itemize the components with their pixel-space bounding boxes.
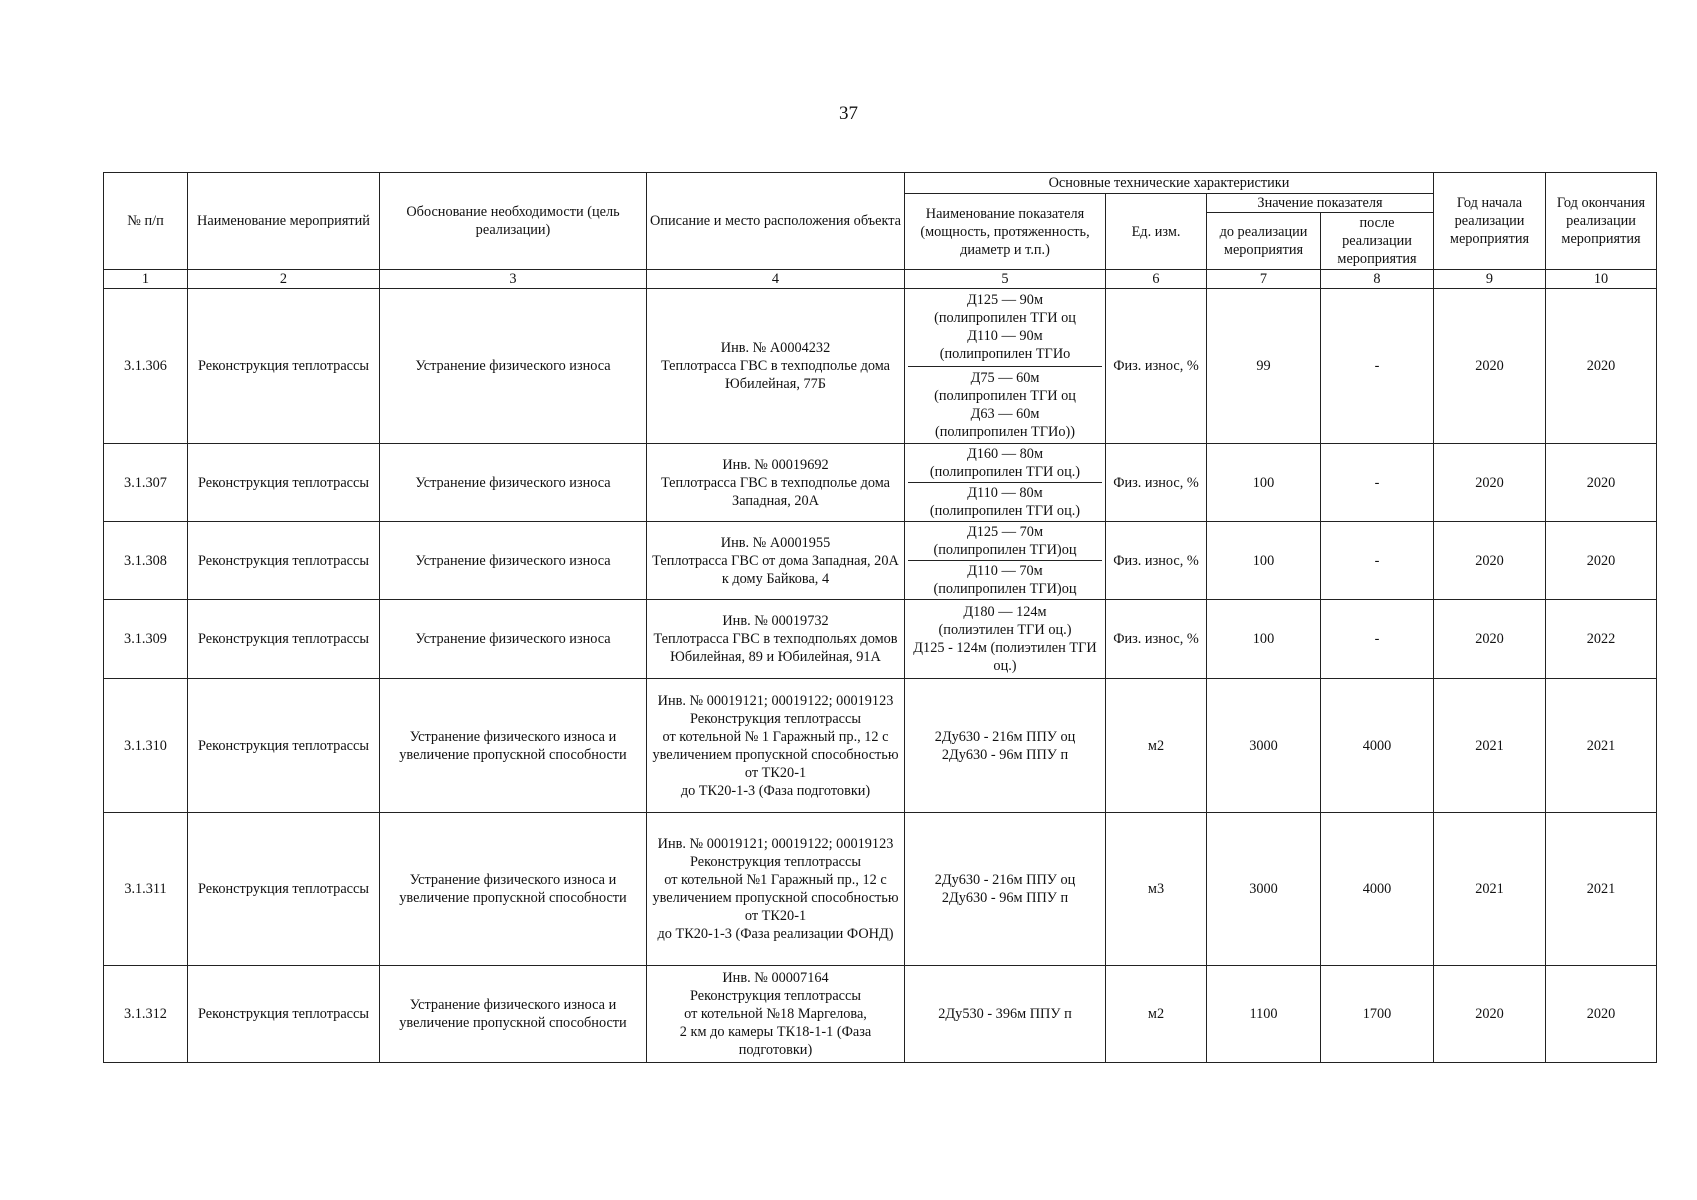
parameter-item: Д110 — 80м (полипропилен ТГИ оц.) <box>908 482 1102 521</box>
column-number: 9 <box>1434 270 1546 289</box>
object-description <box>647 679 905 813</box>
parameter-name <box>905 522 1106 600</box>
value-before-text: 3000 <box>1249 737 1278 754</box>
justification-text: Устранение физического износа и увеличение пропускной способности <box>399 728 627 763</box>
object-description-text: Инв. № 00019121; 00019122; 00019123 Реконструкция теплотрассы от котельной № 1 Гаражный пр., 12 с увеличением пропускной способностью от ТК20-1 до ТК20-1-3 (Фаза подготовки) <box>652 692 899 799</box>
activity-name-text: Реконструкция теплотрассы <box>198 552 369 569</box>
end-year-text: 2022 <box>1586 631 1616 647</box>
value-before <box>1207 813 1321 966</box>
object-description <box>647 813 905 966</box>
parameter-name <box>905 813 1106 966</box>
parameter-list <box>908 522 1102 599</box>
page-number: 37 <box>839 103 858 124</box>
parameter-item: Д180 — 124м (полиэтилен ТГИ оц.) Д125 - 124м (полиэтилен ТГИ оц.) <box>913 604 1097 674</box>
column-number: 7 <box>1207 270 1321 289</box>
column-number: 6 <box>1106 270 1207 289</box>
unit-text: м3 <box>1147 881 1165 897</box>
justification-text: Устранение физического износа <box>415 631 611 647</box>
parameter-list <box>908 966 1102 1062</box>
value-before <box>1207 444 1321 522</box>
header-value-after: после реализации мероприятия <box>1321 213 1434 270</box>
activity-name <box>188 966 380 1063</box>
value-before-text: 100 <box>1252 474 1275 491</box>
object-description-text: Инв. № 00007164 Реконструкция теплотрассы от котельной №18 Маргелова, 2 км до камеры ТК18-1-1 (Фаза подготовки) <box>679 970 872 1058</box>
justification <box>380 679 647 813</box>
value-after <box>1321 966 1434 1063</box>
row-number <box>104 600 188 679</box>
row-number <box>104 813 188 966</box>
start-year <box>1434 966 1546 1063</box>
end-year <box>1546 679 1657 813</box>
start-year-text: 2021 <box>1475 737 1504 754</box>
table-row <box>104 813 1657 966</box>
header-unit: Ед. изм. <box>1106 194 1207 270</box>
start-year-text: 2020 <box>1475 631 1504 647</box>
column-number: 2 <box>188 270 380 289</box>
unit-text: Физ. износ, % <box>1113 358 1199 374</box>
row-number-text: 3.1.311 <box>124 881 167 897</box>
row-number-text: 3.1.309 <box>124 631 167 647</box>
justification <box>380 444 647 522</box>
justification-text: Устранение физического износа и увеличение пропускной способности <box>399 997 627 1031</box>
column-number: 8 <box>1321 270 1434 289</box>
column-number: 3 <box>380 270 647 289</box>
parameter-name <box>905 679 1106 813</box>
parameter-item: Д110 — 70м (полипропилен ТГИ)оц <box>908 560 1102 599</box>
unit <box>1106 966 1207 1063</box>
row-number-text: 3.1.308 <box>124 552 167 569</box>
table-row <box>104 966 1657 1063</box>
end-year-text: 2021 <box>1586 737 1616 754</box>
value-before <box>1207 600 1321 679</box>
activity-name-text: Реконструкция теплотрассы <box>198 1006 369 1022</box>
value-after <box>1321 289 1434 444</box>
justification <box>380 813 647 966</box>
parameter-list <box>908 289 1102 443</box>
value-after-text: - <box>1374 631 1380 647</box>
parameter-list <box>908 444 1102 521</box>
value-after <box>1321 679 1434 813</box>
justification-text: Устранение физического износа <box>415 358 611 374</box>
start-year-text: 2020 <box>1475 552 1504 569</box>
row-number <box>104 289 188 444</box>
value-after-text: 4000 <box>1362 881 1392 897</box>
unit-text: м2 <box>1147 737 1165 754</box>
object-description <box>647 444 905 522</box>
activity-name-text: Реконструкция теплотрассы <box>198 358 369 374</box>
column-number: 1 <box>104 270 188 289</box>
row-number-text: 3.1.310 <box>124 737 167 754</box>
header-value-before: до реализации мероприятия <box>1207 213 1321 270</box>
start-year-text: 2021 <box>1475 881 1504 897</box>
table-row <box>104 679 1657 813</box>
parameter-item: 2Ду630 - 216м ППУ оц 2Ду630 - 96м ППУ п <box>934 872 1076 906</box>
row-number-text: 3.1.312 <box>124 1006 167 1022</box>
start-year <box>1434 679 1546 813</box>
header-start-year: Год начала реализации мероприятия <box>1434 173 1546 270</box>
start-year-text: 2020 <box>1475 358 1504 374</box>
parameter-list <box>908 600 1102 678</box>
end-year <box>1546 600 1657 679</box>
parameter-item: Д125 — 70м (полипропилен ТГИ)оц <box>933 524 1077 558</box>
parameter-name <box>905 444 1106 522</box>
value-before <box>1207 289 1321 444</box>
parameter-name <box>905 966 1106 1063</box>
activity-name <box>188 600 380 679</box>
end-year <box>1546 813 1657 966</box>
activity-name-text: Реконструкция теплотрассы <box>198 631 369 647</box>
value-after <box>1321 444 1434 522</box>
activity-name <box>188 813 380 966</box>
end-year-text: 2020 <box>1586 358 1616 374</box>
activity-name <box>188 679 380 813</box>
start-year <box>1434 289 1546 444</box>
row-number <box>104 444 188 522</box>
value-before-text: 1100 <box>1249 1006 1278 1022</box>
activity-name-text: Реконструкция теплотрассы <box>198 474 369 491</box>
value-before-text: 100 <box>1252 631 1275 647</box>
header-description: Описание и место расположения объекта <box>647 173 905 270</box>
column-number: 10 <box>1546 270 1657 289</box>
end-year <box>1546 289 1657 444</box>
justification-text: Устранение физического износа <box>415 552 611 569</box>
justification <box>380 966 647 1063</box>
row-number-text: 3.1.306 <box>124 358 167 374</box>
row-number <box>104 522 188 600</box>
unit-text: м2 <box>1147 1006 1165 1022</box>
activity-name-text: Реконструкция теплотрассы <box>198 737 369 754</box>
value-after-text: - <box>1374 474 1380 491</box>
start-year-text: 2020 <box>1475 474 1504 491</box>
value-before <box>1207 966 1321 1063</box>
justification <box>380 289 647 444</box>
activity-name <box>188 522 380 600</box>
object-description <box>647 600 905 679</box>
unit <box>1106 679 1207 813</box>
unit-text: Физ. износ, % <box>1113 474 1199 491</box>
column-numbers-row <box>104 270 1657 289</box>
justification-text: Устранение физического износа <box>415 474 611 491</box>
header-parameter-name: Наименование показателя (мощность, протяженность, диаметр и т.п.) <box>905 194 1106 270</box>
value-after-text: 1700 <box>1362 1006 1392 1022</box>
activities-table <box>103 172 1657 1063</box>
table-row <box>104 289 1657 444</box>
table-row <box>104 600 1657 679</box>
end-year <box>1546 444 1657 522</box>
unit-text: Физ. износ, % <box>1113 631 1199 647</box>
value-after-text: - <box>1374 552 1380 569</box>
value-before <box>1207 679 1321 813</box>
parameter-name <box>905 289 1106 444</box>
row-number-text: 3.1.307 <box>124 474 167 491</box>
object-description <box>647 522 905 600</box>
object-description-text: Инв. № А0001955 Теплотрасса ГВС от дома Западная, 20А к дому Байкова, 4 <box>652 534 899 587</box>
unit <box>1106 600 1207 679</box>
header-end-year: Год окончания реализации мероприятия <box>1546 173 1657 270</box>
activity-name-text: Реконструкция теплотрассы <box>198 881 369 897</box>
row-number <box>104 966 188 1063</box>
parameter-item: 2Ду630 - 216м ППУ оц 2Ду630 - 96м ППУ п <box>934 728 1076 763</box>
start-year-text: 2020 <box>1475 1006 1504 1022</box>
object-description-text: Инв. № А0004232 Теплотрасса ГВС в техподполье дома Юбилейная, 77Б <box>660 340 891 392</box>
unit <box>1106 289 1207 444</box>
activity-name <box>188 444 380 522</box>
value-before <box>1207 522 1321 600</box>
header-tech-characteristics: Основные технические характеристики <box>905 173 1434 194</box>
table-row <box>104 444 1657 522</box>
start-year <box>1434 813 1546 966</box>
start-year <box>1434 444 1546 522</box>
value-before-text: 99 <box>1256 358 1271 374</box>
header-number: № п/п <box>104 173 188 270</box>
start-year <box>1434 600 1546 679</box>
value-after <box>1321 813 1434 966</box>
header-justification: Обоснование необходимости (цель реализации) <box>380 173 647 270</box>
activity-name <box>188 289 380 444</box>
column-number: 4 <box>647 270 905 289</box>
justification <box>380 600 647 679</box>
parameter-name <box>905 600 1106 679</box>
unit <box>1106 813 1207 966</box>
object-description <box>647 966 905 1063</box>
end-year-text: 2020 <box>1586 1006 1616 1022</box>
justification <box>380 522 647 600</box>
object-description-text: Инв. № 00019121; 00019122; 00019123 Реконструкция теплотрассы от котельной №1 Гаражный пр., 12 с увеличением пропускной способностью от ТК20-1 до ТК20-1-3 (Фаза реализации ФОНД) <box>652 836 899 942</box>
end-year-text: 2020 <box>1586 552 1616 569</box>
parameter-list <box>908 679 1102 812</box>
end-year-text: 2021 <box>1586 881 1616 897</box>
value-after <box>1321 522 1434 600</box>
unit-text: Физ. износ, % <box>1113 552 1199 569</box>
parameter-item: Д160 — 80м (полипропилен ТГИ оц.) <box>929 446 1081 480</box>
start-year <box>1434 522 1546 600</box>
justification-text: Устранение физического износа и увеличение пропускной способности <box>399 872 627 906</box>
header-activity-name: Наименование мероприятий <box>188 173 380 270</box>
value-after-text: 4000 <box>1362 737 1392 754</box>
unit <box>1106 522 1207 600</box>
unit <box>1106 444 1207 522</box>
column-number: 5 <box>905 270 1106 289</box>
object-description-text: Инв. № 00019692 Теплотрасса ГВС в техподполье дома Западная, 20А <box>660 456 891 509</box>
end-year <box>1546 966 1657 1063</box>
parameter-list <box>908 813 1102 965</box>
value-before-text: 3000 <box>1249 881 1278 897</box>
end-year-text: 2020 <box>1586 474 1616 491</box>
object-description <box>647 289 905 444</box>
parameter-item: Д75 — 60м (полипропилен ТГИ оц Д63 — 60м (полипропилен ТГИо)) <box>908 366 1102 444</box>
value-before-text: 100 <box>1252 552 1275 569</box>
end-year <box>1546 522 1657 600</box>
parameter-item: Д125 — 90м (полипропилен ТГИ оц Д110 — 90м (полипропилен ТГИо <box>934 292 1076 363</box>
parameter-item: 2Ду530 - 396м ППУ п <box>938 1006 1072 1022</box>
object-description-text: Инв. № 00019732 Теплотрасса ГВС в техподпольях домов Юбилейная, 89 и Юбилейная, 91А <box>653 613 898 665</box>
table-row <box>104 522 1657 600</box>
value-after-text: - <box>1374 358 1380 374</box>
row-number <box>104 679 188 813</box>
value-after <box>1321 600 1434 679</box>
header-value-group: Значение показателя <box>1207 194 1434 213</box>
